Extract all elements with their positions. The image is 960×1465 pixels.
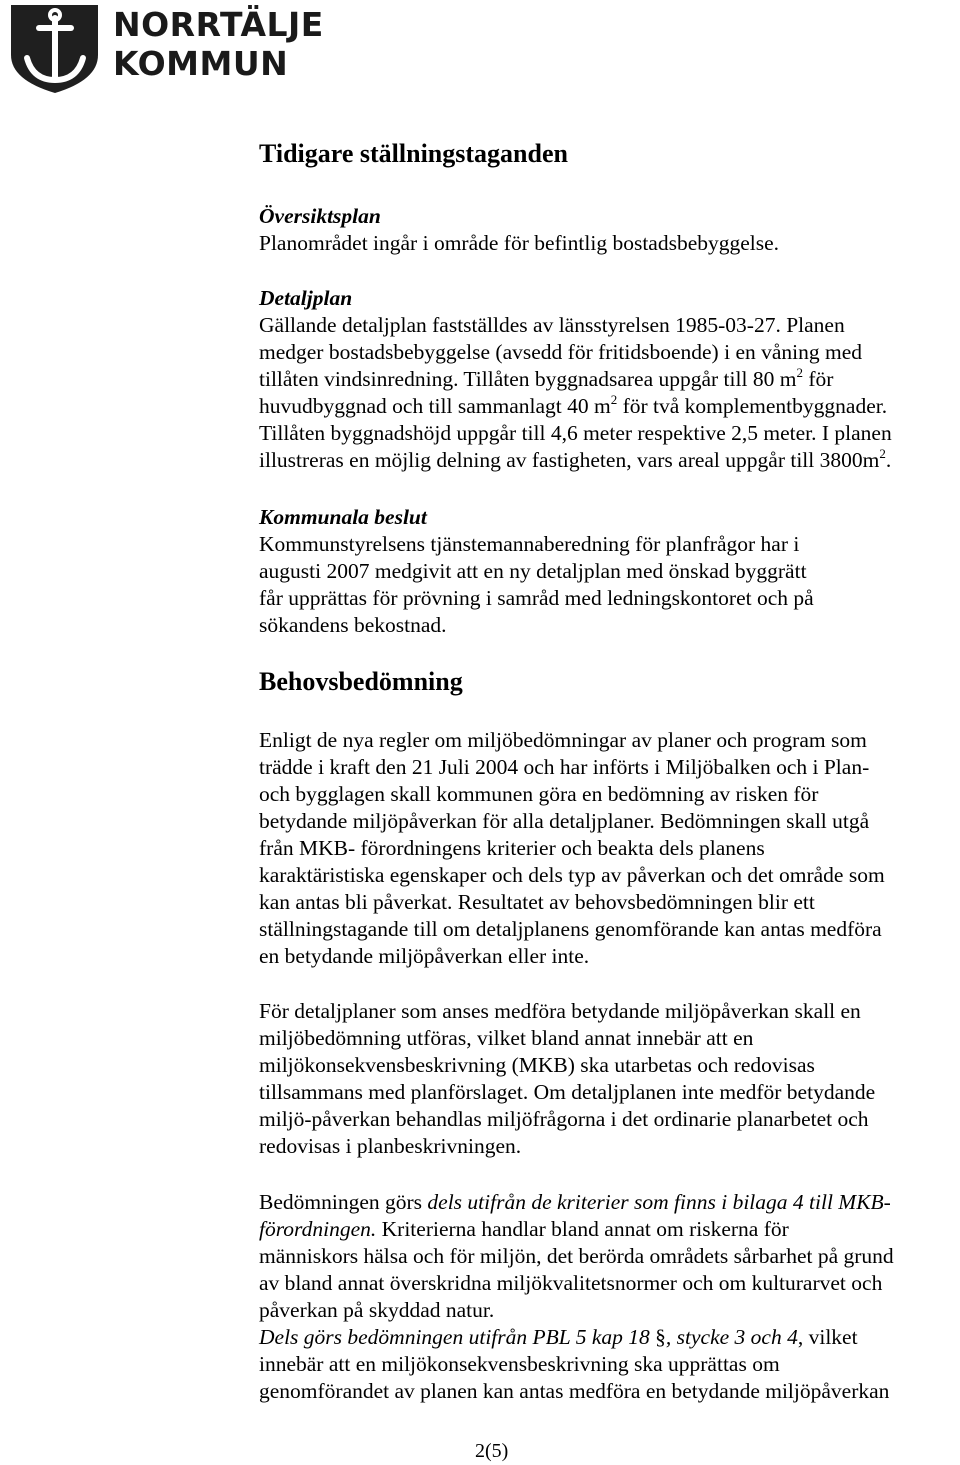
page-number: 2(5) — [475, 1440, 509, 1462]
beslut-line: augusti 2007 medgivit att en ny detaljplan med önskad byggrätt — [259, 559, 807, 583]
para1-line: kan antas bli påverkat. Resultatet av behovsbedömningen blir ett — [259, 890, 815, 914]
logo-wordmark — [113, 5, 324, 83]
detaljplan-heading: Detaljplan — [259, 286, 353, 310]
para2-line: För detaljplaner som anses medföra betydande miljöpåverkan skall en — [259, 999, 861, 1023]
logo-line-2: KOMMUN — [113, 44, 289, 83]
para1-line: karaktäristiska egenskaper och dels typ av påverkan och det område som — [259, 863, 885, 887]
kommunala-beslut-heading: Kommunala beslut — [259, 505, 427, 529]
para1-line: en betydande miljöpåverkan eller inte. — [259, 944, 590, 968]
para2-line: tillsammans med planförslaget. Om detaljplanen inte medför betydande — [259, 1080, 876, 1104]
detaljplan-line: Tillåten byggnadshöjd uppgår till 4,6 meter respektive 2,5 meter. I planen — [259, 421, 892, 445]
beslut-line: sökandens bekostnad. — [259, 613, 447, 637]
section-title: Tidigare ställningstaganden — [259, 139, 568, 168]
para3-line: Bedömningen görs dels utifrån de kriterier som finns i bilaga 4 till MKB- — [259, 1190, 891, 1214]
superscript: 2 — [879, 446, 886, 461]
para2-line: redovisas i planbeskrivningen. — [259, 1134, 522, 1158]
para1-line: Enligt de nya regler om miljöbedömningar av planer och program som — [259, 728, 867, 752]
para3-line: av bland annat överskridna miljökvalitetsnormer och om kulturarvet och — [259, 1271, 883, 1295]
para1-line: och bygglagen skall kommunen göra en bedömning av risken för — [259, 782, 819, 806]
behovsbedomning-title: Behovsbedömning — [259, 667, 463, 696]
para2-line: miljöbedömning utföras, vilket bland annat innebär att en — [259, 1026, 754, 1050]
detaljplan-line: medger bostadsbebyggelse (avsedd för fritidsboende) i en våning med — [259, 340, 863, 364]
detaljplan-line: tillåten vindsinredning. Tillåten byggnadsarea uppgår till 80 $m^2$ för — [259, 365, 834, 391]
para3-line: genomförandet av planen kan antas medföra en betydande miljöpåverkan — [259, 1379, 890, 1403]
detaljplan-line: illustreras en möjlig delning av fastigheten, vars areal uppgår till $3800m^2$. — [259, 446, 892, 472]
para3-line: förordningen. Kriterierna handlar bland annat om riskerna för — [259, 1217, 789, 1241]
detaljplan-line: huvudbyggnad och till sammanlagt 40 $m^2$ för två komplementbyggnader. — [259, 392, 888, 418]
logo-line-1: NORRTÄLJE — [113, 5, 324, 44]
para3-line: påverkan på skyddad natur. — [259, 1298, 495, 1322]
municipality-logo — [3, 0, 324, 95]
beslut-line: Kommunstyrelsens tjänstemannaberedning för planfrågor har i — [259, 532, 800, 556]
para2-line: miljökonsekvensbeskrivning (MKB) ska utarbetas och redovisas — [259, 1053, 815, 1077]
beslut-line: får upprättas för prövning i samråd med ledningskontoret och på — [259, 586, 814, 610]
para3-line: innebär att en miljökonsekvensbeskrivning ska upprättas om — [259, 1352, 780, 1376]
para3-line: människors hälsa och för miljön, det berörda områdets sårbarhet på grund — [259, 1244, 894, 1268]
para1-line: betydande miljöpåverkan för alla detaljplaner. Bedömningen skall utgå — [259, 809, 870, 833]
para1-line: från MKB- förordningens kriterier och beakta dels planens — [259, 836, 765, 860]
detaljplan-line: Gällande detaljplan fastställdes av länsstyrelsen 1985-03-27. Planen — [259, 313, 845, 337]
oversiktsplan-text: Planområdet ingår i område för befintlig bostadsbebyggelse. — [259, 231, 780, 255]
para1-line: ställningstagande till om detaljplanens genomförande kan antas medföra — [259, 917, 882, 941]
superscript: 2 — [610, 392, 618, 407]
anchor-shield-icon — [3, 0, 103, 95]
oversiktsplan-heading: Översiktsplan — [259, 204, 381, 228]
para2-line: miljö-påverkan behandlas miljöfrågorna i det ordinarie planarbetet och — [259, 1107, 869, 1131]
para3-line: Dels görs bedömningen utifrån PBL 5 kap 18 §, stycke 3 och 4, vilket — [259, 1325, 858, 1349]
para1-line: trädde i kraft den 21 Juli 2004 och har införts i Miljöbalken och i Plan- — [259, 755, 870, 779]
superscript: 2 — [796, 365, 803, 380]
